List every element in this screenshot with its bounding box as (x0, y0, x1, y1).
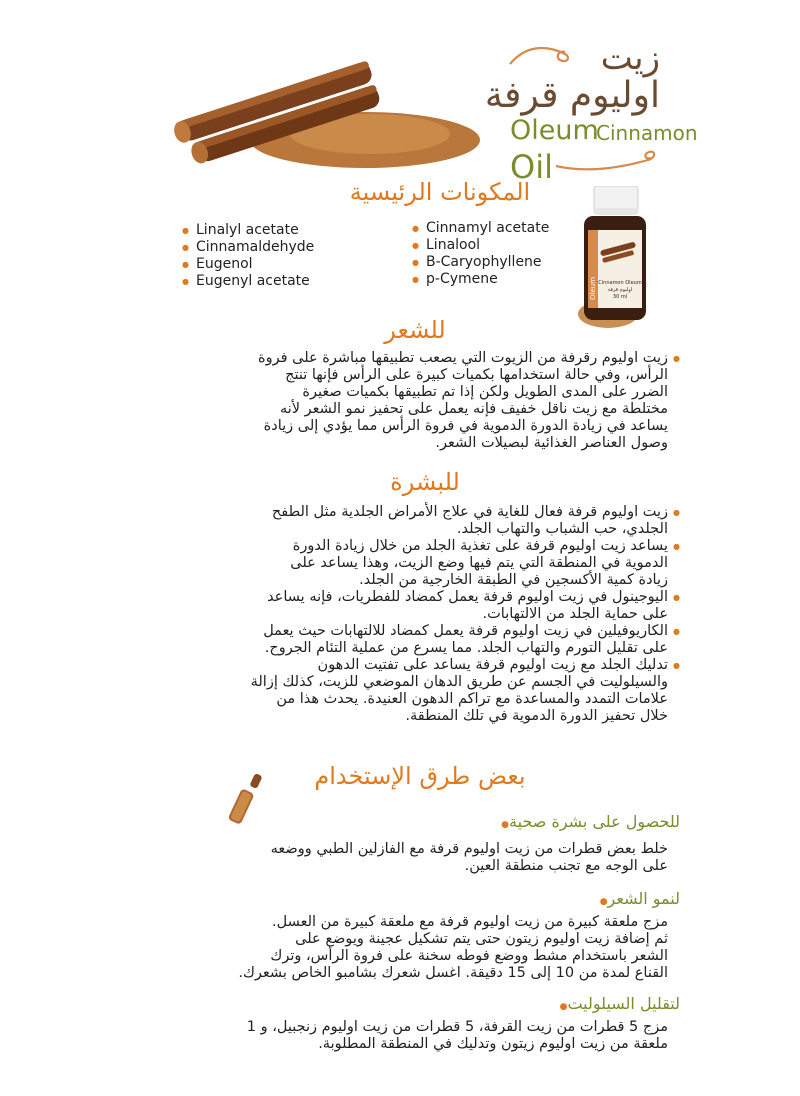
hair-title: للشعر (384, 316, 446, 344)
bottle-label-en: Cinnamon Oleum (598, 280, 642, 286)
ingredients-list-left (182, 222, 314, 290)
title-ar-line2: اوليوم قرفة (484, 75, 660, 116)
list-item: ● تدليك الجلد مع زيت اوليوم قرفة يساعد على تفتيت الدهون والسيلوليت في الجسم عن طريق الدهان الموضعي للزيت، كذلك إزالة علامات التمدد والمساعدة مع تراكم الدهون العنيدة. يحدث هذا من خلال تحفيز الدورة الدموية في تلك المنطقة. (183, 657, 680, 725)
ingredients-list-right (412, 220, 549, 288)
list-item: ● Cinnamyl acetate (412, 220, 549, 237)
list-item: ● p-Cymene (412, 271, 549, 288)
usage-text-hair: مزج ملعقة كبيرة من زيت اوليوم قرفة مع ملعقة كبيرة من العسل. ثم إضافة زيت اوليوم زيتون حتى يتم تشكيل عجينة ويوضع على الشعر باستخدام مشط ووضع فوطه سخنة على فروة الرأس، وترك القناع لمدة من 10 إلى 15 دقيقة. اغسل شعرك بشامبو الخاص بشعرك. (238, 914, 668, 981)
cinnamon-image (170, 60, 480, 170)
list-item: ● Linalool (412, 237, 549, 254)
ingredients-title: المكونات الرئيسية (349, 178, 531, 206)
hair-text: ● زيت اوليوم رقرفة من الزيوت التي يصعب تطبيقها مباشرة على فروة الرأس، وفي حالة استخدامها بكميات كبيرة على الرأس فإنها تنتج الضرر على المدى الطويل ولكن إذا تم تطبيقها بكميات صغيرة مختلطة مع زيت ناقل خفيف فإنه يعمل على تحفيز نمو الشعر لأنه يساعد في زيادة الدورة الدموية في فروة الرأس مما يؤدي إلى زيادة وصول العناصر الغذائية لبصيلات الشعر. (183, 350, 680, 452)
list-item: ● Eugenol (182, 256, 314, 273)
usage-heading-cellulite: لتقليل السيلوليت● (559, 994, 680, 1013)
list-item: ● Eugenyl acetate (182, 273, 314, 290)
skin-title: للبشرة (390, 468, 460, 496)
list-item: ● اليوجينول في زيت اوليوم قرفة يعمل كمضاد للفطريات، فإنه يساعد على حماية الجلد من الالتهابات. (183, 589, 680, 623)
title-en-oil: Oil (510, 148, 553, 186)
bottle-side-text: Oleum (589, 276, 597, 300)
skin-list (183, 504, 680, 725)
list-item: ● Cinnamaldehyde (182, 239, 314, 256)
list-item: ● الكاريوفيلين في زيت اوليوم قرفة يعمل كمضاد للالتهابات حيث يعمل على تقليل التورم والتهاب الجلد. مما يسرع من عملية التئام الجروح. (183, 623, 680, 657)
usage-title: بعض طرق الإستخدام (314, 762, 526, 790)
title-en-oleum: Oleum (510, 115, 599, 146)
list-item: ● زيت اوليوم قرفة فعال للغاية في علاج الأمراض الجلدية مثل الطفح الجلدي، حب الشباب والتهاب الجلد. (183, 504, 680, 538)
bottle-volume: 30 ml (612, 294, 628, 300)
usage-sections (183, 812, 680, 1053)
list-item: ● يساعد زيت اوليوم قرفة على تغذية الجلد من خلال زيادة الدورة الدموية في المنطقة التي يتم فيها وضع الزيت، وهذا يساعد على زيادة كمية الأكسجين في الطبقة الخارجية من الجلد. (183, 538, 680, 589)
product-bottle-image (578, 186, 650, 334)
swirl-top-icon (505, 38, 575, 72)
usage-heading-hair: لنمو الشعر● (599, 889, 680, 908)
title-ar-line1: زيت (600, 38, 660, 78)
list-item: ● B-Caryophyllene (412, 254, 549, 271)
title-en-cinnamon: Cinnamon (596, 121, 698, 145)
usage-text-skin: خلط بعض قطرات من زيت اوليوم قرفة مع الفازلين الطبي ووضعه على الوجه مع تجنب منطقة العين. (270, 841, 668, 874)
usage-text-cellulite: مزج 5 قطرات من زيت القرفة، 5 قطرات من زيت اوليوم زنجبيل، و 1 ملعقة من زيت اوليوم زيتون وتدليك في المنطقة المطلوبة. (246, 1019, 668, 1052)
swirl-bottom-icon (552, 146, 662, 176)
hair-paragraph (183, 350, 680, 452)
bottle-label-ar: اوليوم قرفة (607, 287, 633, 293)
list-item: ● Linalyl acetate (182, 222, 314, 239)
usage-heading-skin: للحصول على بشرة صحية● (501, 812, 680, 831)
